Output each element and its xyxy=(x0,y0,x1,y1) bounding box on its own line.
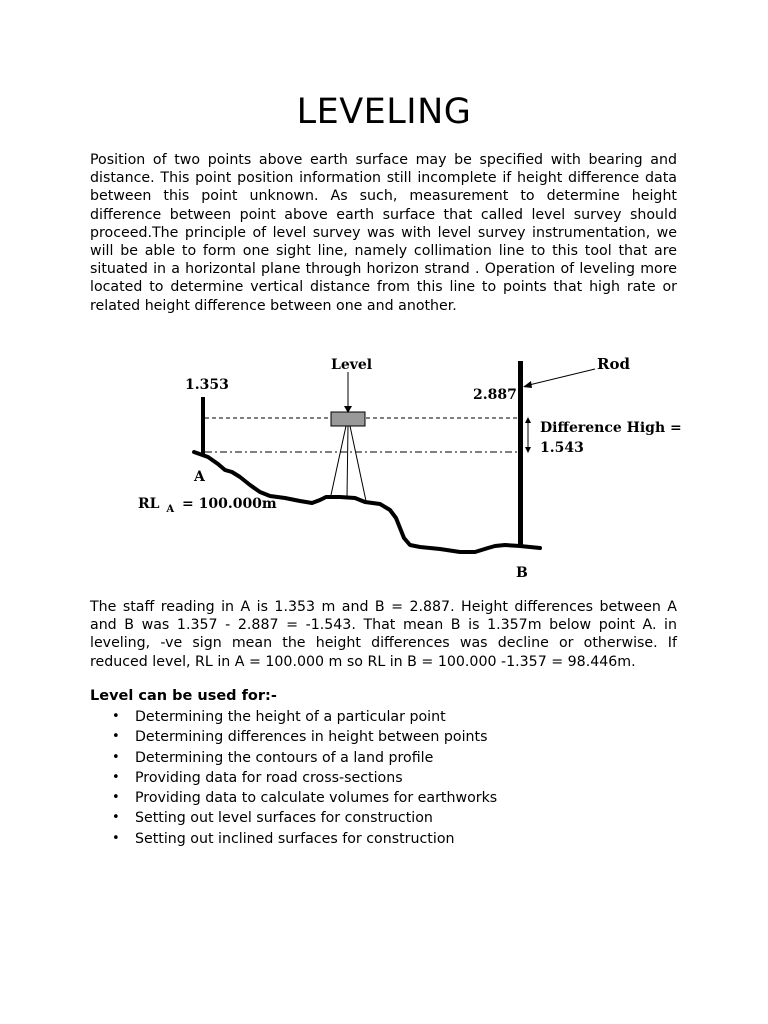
bullet-icon: • xyxy=(112,790,120,806)
difference-arrowhead-up xyxy=(525,417,531,423)
tripod-leg-right xyxy=(350,426,366,501)
tripod-leg-center xyxy=(347,426,348,497)
rl-label xyxy=(138,496,277,516)
uses-list xyxy=(90,707,497,849)
list-item-text: Setting out inclined surfaces for construction xyxy=(135,830,455,847)
rod-label: Rod xyxy=(597,355,630,373)
bullet-icon: • xyxy=(112,830,120,846)
list-item xyxy=(90,748,497,768)
list-item-text: Setting out level surfaces for construction xyxy=(135,810,433,827)
difference-arrowhead-down xyxy=(525,447,531,453)
difference-value: 1.543 xyxy=(540,440,584,456)
bullet-icon: • xyxy=(112,729,120,745)
tripod-leg-left xyxy=(331,426,346,495)
point-a-label: A xyxy=(194,469,205,485)
list-item-text: Providing data for road cross-sections xyxy=(135,769,403,786)
list-item-text: Determining differences in height between points xyxy=(135,729,488,746)
bullet-icon: • xyxy=(112,769,120,785)
list-item xyxy=(90,727,497,747)
uses-heading: Level can be used for:- xyxy=(90,688,277,704)
list-item-text: Providing data to calculate volumes for earthworks xyxy=(135,790,498,807)
list-item xyxy=(90,808,497,828)
level-instrument xyxy=(331,412,365,426)
list-item-text: Determining the height of a particular point xyxy=(135,709,446,725)
rod-arrowhead xyxy=(523,381,532,388)
explanation-paragraph: The staff reading in A is 1.353 m and B = 2.887. Height differences between A and B was 1.357 - 2.887 = -1.543. That mean B is 1.357m below point A. in leveling, -ve sign mean the height differences was decline or otherwise. If reduced level, RL in A = 100.000 m so RL in B = 100.000 -1.357 = 98.446m. xyxy=(90,599,677,670)
rl-value: = 100.000m xyxy=(182,496,277,512)
rod-arrow xyxy=(529,369,595,385)
bullet-icon: • xyxy=(112,709,120,724)
rl-prefix: RL xyxy=(138,496,160,512)
list-item-text: Determining the contours of a land profile xyxy=(135,749,434,766)
point-b-label: B xyxy=(516,565,528,581)
rl-subscript: A xyxy=(166,504,175,515)
bullet-icon: • xyxy=(112,749,120,765)
reading-a-label: 1.353 xyxy=(185,377,229,393)
difference-label: Difference High = xyxy=(540,420,682,436)
reading-b-label: 2.887 xyxy=(473,387,517,403)
staff-rod-b xyxy=(518,361,523,547)
list-item xyxy=(90,788,497,808)
list-item xyxy=(90,829,497,849)
list-item xyxy=(90,768,497,788)
staff-rod-a xyxy=(201,397,205,456)
level-label: Level xyxy=(331,357,373,373)
intro-paragraph: Position of two points above earth surface may be specified with bearing and distance. This point position information still incomplete if height difference data between this point unknown. As such, measurement to determine height difference between point above earth surface that called level survey should proceed.The principle of level survey was with level survey instrumentation, we will be able to form one sight line, namely collimation line to this tool that are situated in a horizontal plane through horizon strand . Operation of leveling more located to determine vertical distance from this line to points that high rate or related height difference between one and another. xyxy=(90,152,677,314)
list-item xyxy=(90,707,497,727)
page-title: LEVELING xyxy=(296,92,472,132)
bullet-icon: • xyxy=(112,810,120,826)
leveling-diagram xyxy=(0,340,768,590)
